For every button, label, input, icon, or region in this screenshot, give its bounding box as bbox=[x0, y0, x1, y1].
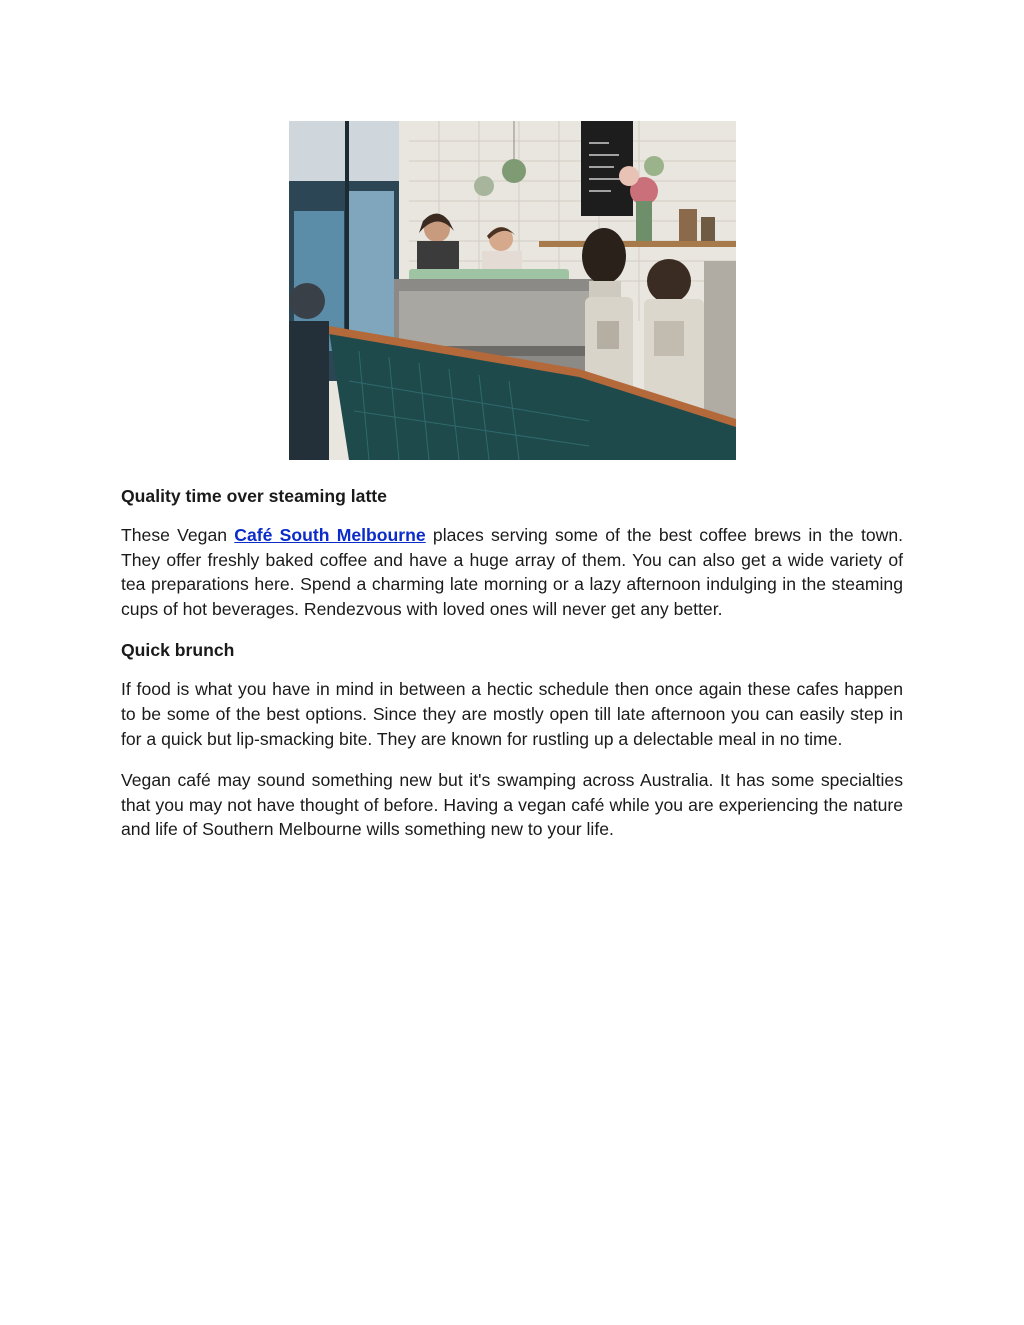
article-body bbox=[121, 484, 903, 859]
paragraph-latte-rest: places serving some of the best coffee brews in the town. They offer freshly baked coffee and have a huge array of them. You can also get a wide variety of tea preparations here. Spend a charming late morning or a lazy afternoon indulging in the steaming cups of hot beverages. Rendezvous with loved ones will never get any better. bbox=[121, 525, 903, 619]
cafe-south-melbourne-link[interactable]: Café South Melbourne bbox=[234, 525, 426, 545]
paragraph-latte bbox=[121, 523, 903, 621]
section-heading-latte: Quality time over steaming latte bbox=[121, 486, 387, 506]
paragraph-vegan-cafe: Vegan café may sound something new but it's swamping across Australia. It has some specialties that you may not have thought of before. Having a vegan café while you are experiencing the nature and life of Southern Melbourne wills something new to your life. bbox=[121, 770, 903, 840]
paragraph-latte-intro: These Vegan bbox=[121, 525, 235, 545]
section-heading-brunch: Quick brunch bbox=[121, 640, 235, 661]
paragraph-brunch: If food is what you have in mind in between a hectic schedule then once again these cafes happen to be some of the best options. Since they are mostly open till late afternoon you can easily step in for a quick but lip-smacking bite. They are known for rustling up a delectable meal in no time. bbox=[121, 679, 903, 749]
cafe-photo bbox=[289, 121, 736, 460]
